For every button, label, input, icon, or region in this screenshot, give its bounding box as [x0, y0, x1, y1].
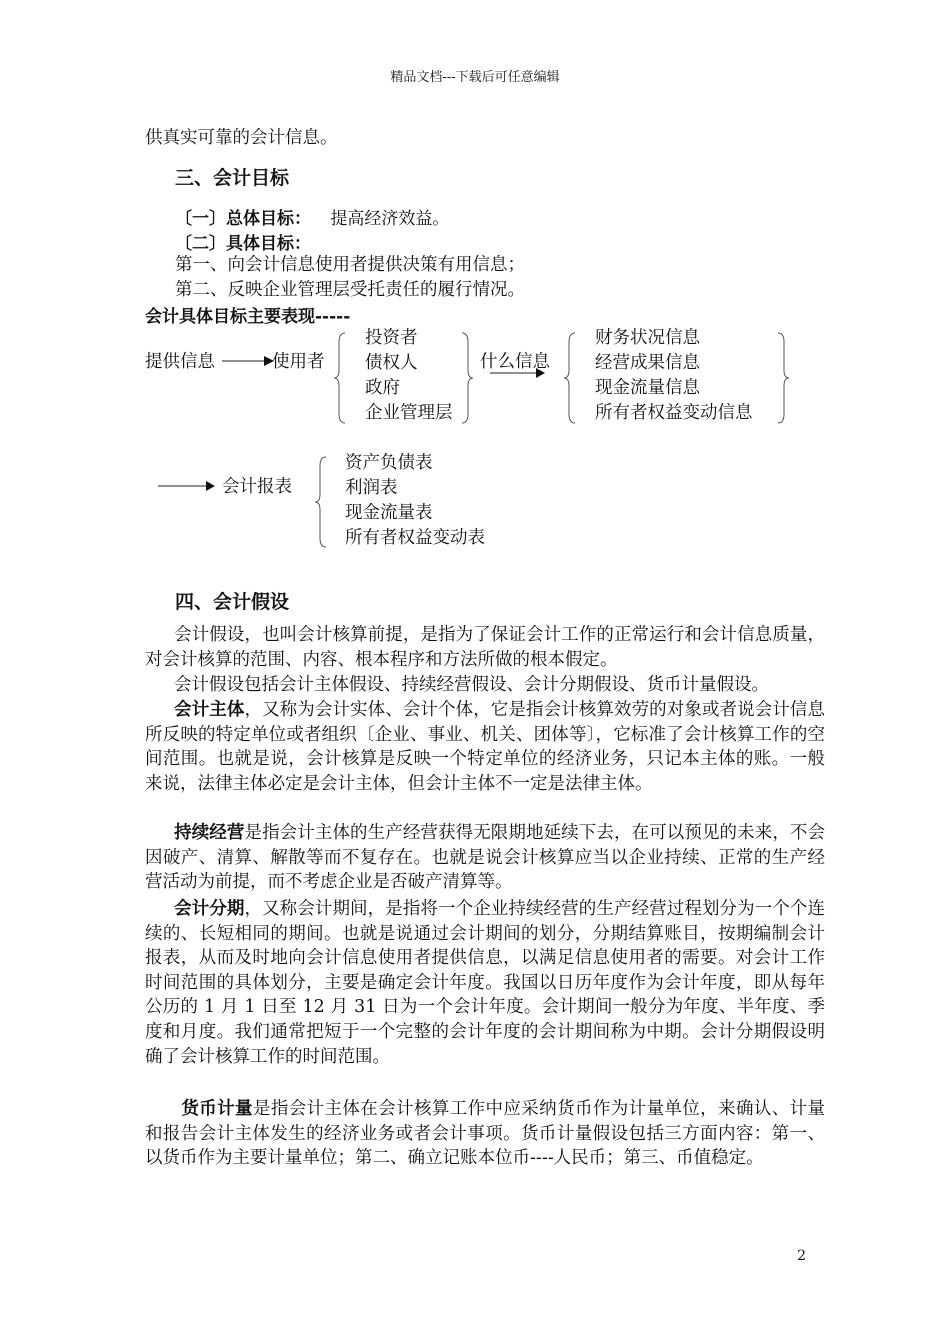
reports-left-brace: [314, 456, 328, 548]
going-concern-term: 持续经营: [174, 823, 245, 843]
what-info-label: 什么信息: [480, 352, 550, 372]
diagram-title: 会计具体目标主要表现-----: [145, 307, 351, 327]
info-item: 财务状况信息: [595, 328, 700, 348]
paragraph-text: 是指会计主体的生产经营获得无限期地延续下去，在可以预见的未来，不会因破产、清算、解散等而不复存在。也就是说会计核算应当以企业持续、正常的生产经营活动为前提，而不考虑企业是否破产清算等。: [145, 823, 826, 893]
info-right-brace: [776, 332, 790, 424]
specific-goal-second: 第二、反映企业管理层受托责任的履行情况。: [175, 280, 525, 300]
reports-label: 会计报表: [222, 477, 292, 497]
user-item: 企业管理层: [365, 403, 453, 423]
intro-tail-text: 供真实可靠的会计信息。: [145, 128, 338, 148]
report-item: 所有者权益变动表: [345, 528, 485, 548]
users-right-brace: [460, 332, 474, 424]
assumption-list-paragraph: [145, 673, 825, 698]
info-item: 经营成果信息: [595, 353, 700, 373]
paragraph-text: 会计假设，也叫会计核算前提，是指为了保证会计工作的正常运行和会计信息质量，对会计核算的范围、内容、根本程序和方法所做的根本假定。: [145, 625, 825, 670]
page-number: 2: [797, 1248, 806, 1264]
paragraph-text: ，又称会计期间，是指将一个企业持续经营的生产经营过程划分为一个个连续的、长短相同的期间。也就是说通过会计期间的划分，分期结算账目，按期编制会计报表，从而及时地向会计信息使用者提供信息，以满足信息使用者的需要。对会计工作时间范围的具体划分，主要是确定会计年度。我国以日历年度作为会计年度，即从每年公历的 1 月 1 日至 12 月 31 日为一个会计年度。会计期间一般分为年度、半年度、季度和月度。我们通常把短于一个完整的会计年度的会计期间称为中期。会计分期假设明确了会计核算工作的时间范围。: [145, 899, 826, 1067]
entity-paragraph: [145, 698, 825, 796]
page-header: 精品文档---下载后可任意编辑: [390, 70, 560, 85]
report-item: 现金流量表: [345, 503, 433, 523]
paragraph-text: 会计假设包括会计主体假设、持续经营假设、会计分期假设、货币计量假设。: [174, 675, 769, 695]
going-concern-paragraph: [145, 821, 825, 895]
period-term: 会计分期: [174, 899, 245, 919]
report-item: 利润表: [345, 478, 398, 498]
specific-goal-first: 第一、向会计信息使用者提供决策有用信息；: [175, 255, 525, 275]
arrow-to-info: [490, 366, 546, 380]
section4-title: 四、会计假设: [175, 591, 290, 613]
overall-goal-label: 〔一〕总体目标：: [175, 209, 311, 229]
info-item: 所有者权益变动信息: [595, 403, 753, 423]
entity-term: 会计主体: [174, 700, 245, 720]
arrow-to-users: [222, 354, 274, 368]
section3-title: 三、会计目标: [175, 167, 290, 189]
assumption-definition-paragraph: [145, 623, 825, 672]
monetary-paragraph: [145, 1097, 825, 1171]
provide-info-label: 提供信息: [145, 352, 215, 372]
user-item: 债权人: [365, 353, 418, 373]
report-item: 资产负债表: [345, 453, 433, 473]
period-paragraph: [145, 897, 825, 1069]
user-item: 投资者: [365, 328, 418, 348]
users-left-brace: [333, 332, 347, 424]
specific-goal-label: 〔二〕具体目标：: [175, 234, 311, 254]
user-item: 政府: [365, 378, 400, 398]
paragraph-text: 是指会计主体在会计核算工作中应采纳货币作为计量单位，来确认、计量和报告会计主体发生的经济业务或者会计事项。货币计量假设包括三方面内容：第一、以货币作为主要计量单位；第二、确立记账本位币----人民币；第三、币值稳定。: [145, 1099, 826, 1169]
info-item: 现金流量信息: [595, 378, 700, 398]
monetary-term: 货币计量: [181, 1099, 253, 1119]
users-label: 使用者: [272, 352, 325, 372]
paragraph-text: ，又称为会计实体、会计个体，它是指会计核算效劳的对象或者说会计信息所反映的特定单位或者组织〔企业、事业、机关、团体等〕，它标准了会计核算工作的空间范围。也就是说，会计核算是反映一个特定单位的经济业务，只记本主体的账。一般来说，法律主体必定是会计主体，但会计主体不一定是法律主体。: [145, 700, 826, 794]
info-left-brace: [563, 332, 577, 424]
overall-goal-value: 提高经济效益。: [330, 209, 450, 229]
arrow-to-reports: [158, 479, 216, 493]
